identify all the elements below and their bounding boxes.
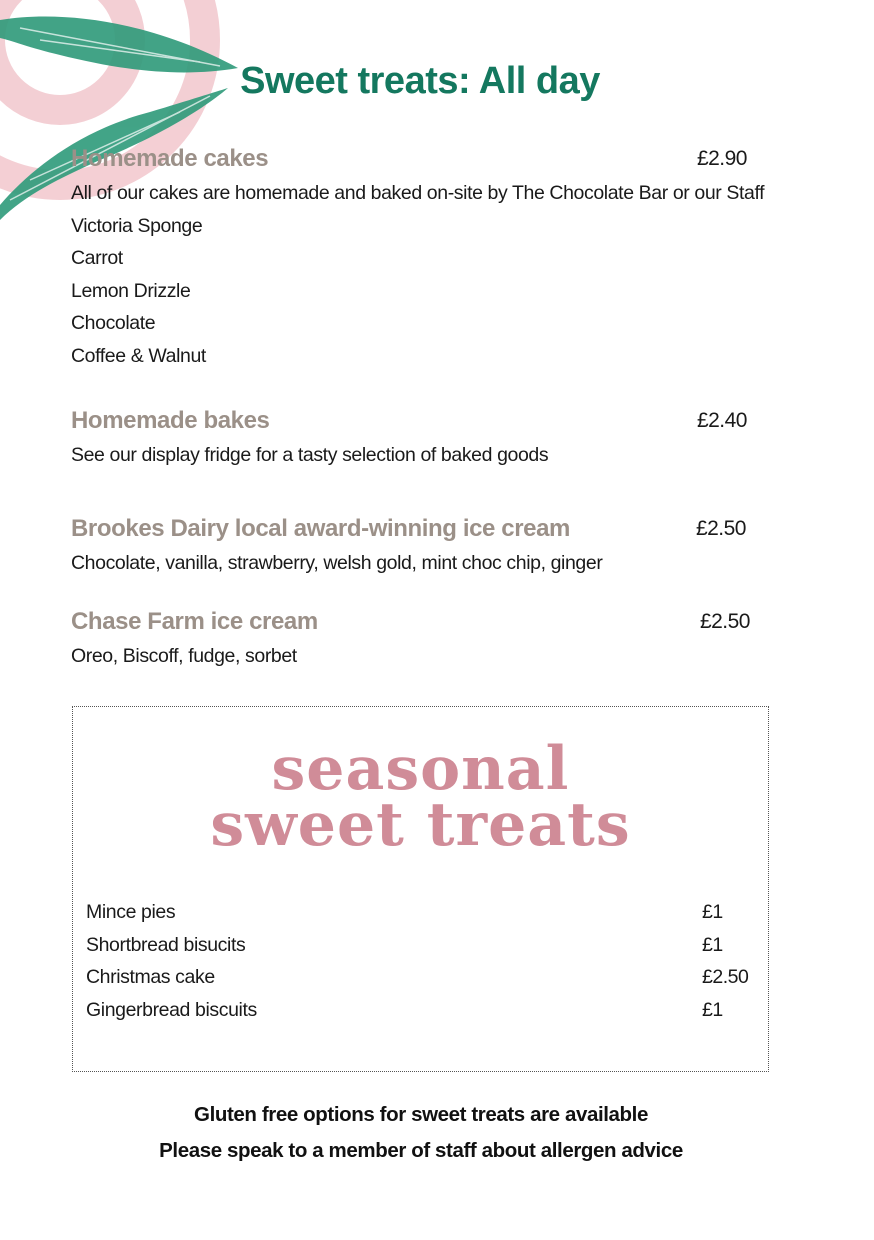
- menu-section-homemade-bakes: [71, 407, 751, 472]
- section-description: Chocolate, vanilla, strawberry, welsh gold, mint choc chip, ginger: [71, 552, 603, 574]
- section-description: Oreo, Biscoff, fudge, sorbet: [71, 645, 297, 667]
- section-name: Chase Farm ice cream: [71, 608, 318, 635]
- menu-section-homemade-cakes: [71, 145, 765, 372]
- section-description: See our display fridge for a tasty selection of baked goods: [71, 444, 549, 466]
- menu-item: Chocolate: [71, 312, 156, 334]
- seasonal-item-name: Mince pies: [86, 901, 176, 923]
- section-name: Homemade cakes: [71, 145, 269, 172]
- seasonal-item: [86, 999, 756, 1031]
- section-name: Homemade bakes: [71, 407, 270, 434]
- menu-item: Lemon Drizzle: [71, 279, 191, 302]
- seasonal-item: [86, 934, 756, 966]
- seasonal-item-price: £1: [702, 999, 723, 1021]
- page-title: Sweet treats: All day: [240, 60, 600, 102]
- seasonal-item-price: £1: [702, 934, 723, 956]
- seasonal-item: [86, 966, 756, 998]
- section-price: £2.90: [696, 147, 747, 170]
- seasonal-item-price: £1: [702, 901, 723, 923]
- seasonal-heading-line1: seasonal: [271, 734, 570, 804]
- gluten-free-note: Gluten free options for sweet treats are available: [194, 1103, 648, 1126]
- allergen-note: Please speak to a member of staff about allergen advice: [159, 1139, 683, 1162]
- seasonal-item-name: Gingerbread biscuits: [86, 999, 257, 1021]
- menu-section-chase-farm-ice-cream: [71, 608, 751, 673]
- menu-item: Coffee & Walnut: [71, 344, 206, 367]
- section-price: £2.40: [696, 409, 747, 432]
- section-price: £2.50: [695, 517, 746, 540]
- section-header: [71, 515, 751, 547]
- section-name: Brookes Dairy local award-winning ice cream: [71, 515, 570, 542]
- seasonal-treats-box: [72, 706, 769, 1072]
- menu-item: Victoria Sponge: [71, 214, 203, 237]
- menu-section-brookes-dairy-ice-cream: [71, 515, 751, 580]
- section-header: [71, 145, 751, 177]
- section-header: [71, 407, 751, 439]
- section-description: All of our cakes are homemade and baked on-site by The Chocolate Bar or our Staff: [71, 182, 765, 204]
- menu-item: Carrot: [71, 247, 123, 269]
- seasonal-item-price: £2.50: [702, 966, 749, 988]
- section-header: [71, 608, 751, 640]
- seasonal-heading: [73, 734, 768, 860]
- seasonal-item: [86, 901, 756, 933]
- seasonal-item-name: Shortbread bisucits: [86, 934, 246, 956]
- section-price: £2.50: [699, 610, 750, 633]
- seasonal-item-name: Christmas cake: [86, 966, 215, 988]
- seasonal-heading-line2: sweet treats: [210, 790, 631, 860]
